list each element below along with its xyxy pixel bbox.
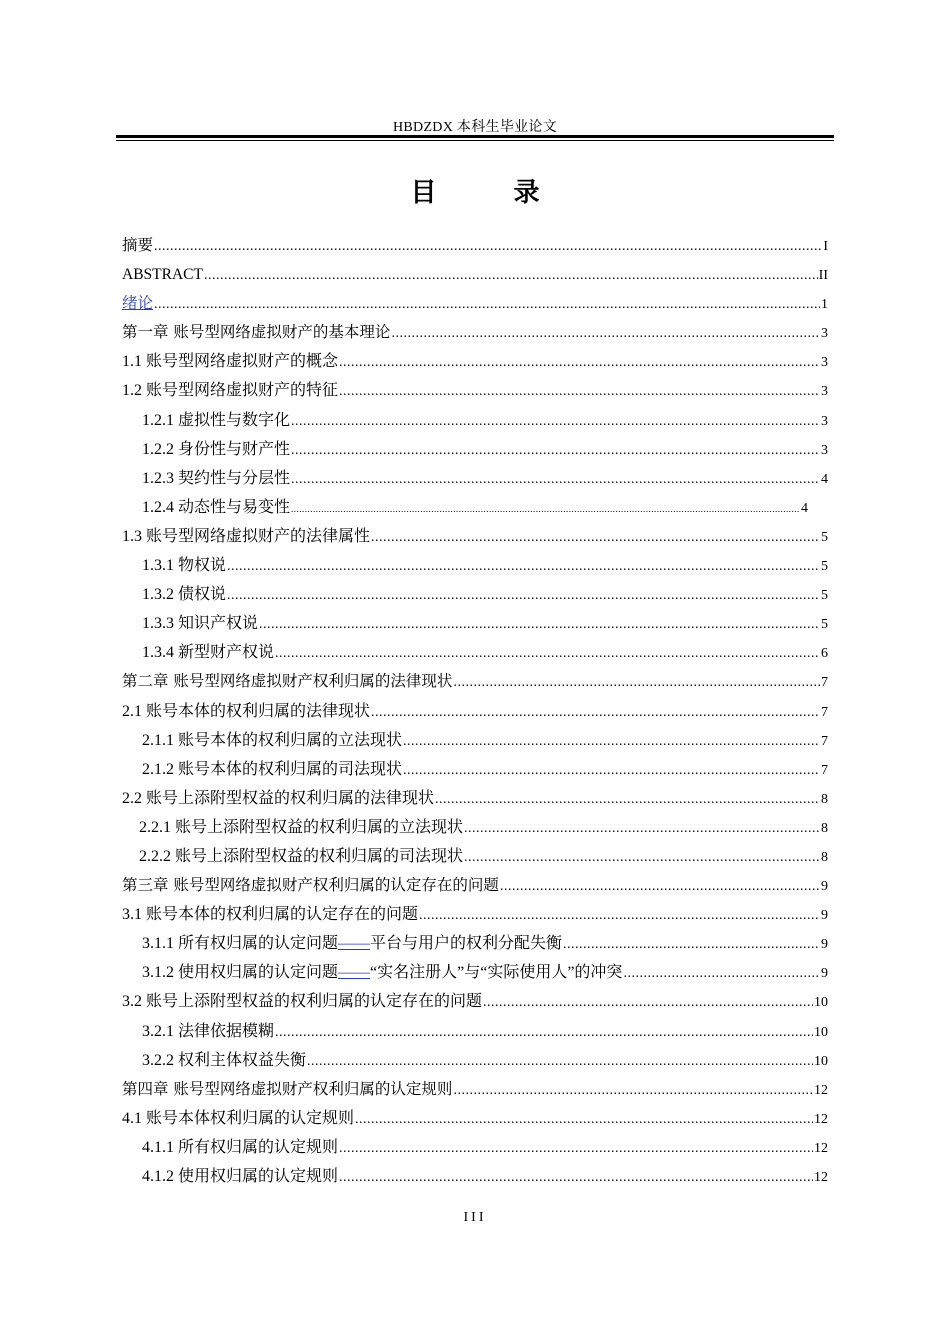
- toc-leader-dots: [453, 668, 820, 696]
- toc-entry-label: 1.2 账号型网络虚拟财产的特征: [122, 382, 339, 400]
- toc-entry-label: 1.3.3 知识产权说: [142, 615, 259, 633]
- toc-leader-dots: [403, 727, 820, 755]
- toc-entry[interactable]: [122, 871, 828, 900]
- toc-entry[interactable]: [122, 260, 828, 289]
- toc-entry-page: 12: [814, 1111, 828, 1127]
- toc-entry-label: 3.1 账号本体的权利归属的认定存在的问题: [122, 906, 419, 924]
- toc-entry-page: I: [823, 239, 828, 254]
- toc-leader-dots: [275, 639, 820, 667]
- toc-entry-label-part: 3.1.1 所有权归属的认定问题: [142, 935, 339, 953]
- toc-entry-label: 第一章 账号型网络虚拟财产的基本理论: [122, 323, 391, 342]
- toc-entry[interactable]: [122, 493, 828, 522]
- toc-leader-dots: [154, 232, 822, 260]
- toc-entry-label: 4.1.1 所有权归属的认定规则: [142, 1138, 339, 1156]
- toc-leader-dots: [227, 552, 820, 580]
- toc-leader-dots: [464, 814, 820, 842]
- toc-entry[interactable]: [122, 580, 828, 609]
- toc-entry-page: 3: [821, 413, 828, 429]
- toc-entry-label: 2.2.1 账号上添附型权益的权利归属的立法现状: [139, 818, 464, 836]
- toc-leader-dots: [291, 465, 820, 493]
- toc-entry-label: [142, 958, 622, 987]
- toc-leader-dots: [435, 785, 820, 813]
- toc-leader-dots: [623, 959, 820, 987]
- toc-entry-page: 4: [801, 500, 808, 516]
- toc-entry-label: 3.2.1 法律依据模糊: [142, 1022, 275, 1040]
- toc-entry-label-part: 平台与用户的权利分配失衡: [370, 935, 563, 953]
- toc-entry[interactable]: [122, 609, 828, 638]
- toc-entry-label: 2.2 账号上添附型权益的权利归属的法律现状: [122, 789, 435, 807]
- toc-entry-page: 9: [821, 879, 828, 895]
- toc-entry[interactable]: [122, 1133, 828, 1162]
- toc-entry-label: 1.2.2 身份性与财产性: [142, 440, 291, 458]
- toc-entry-page: 5: [821, 529, 828, 545]
- running-header: HBDZDX 本科生毕业论文: [392, 120, 558, 135]
- toc-entry[interactable]: [122, 464, 828, 493]
- toc-entry-label: 1.1 账号型网络虚拟财产的概念: [122, 353, 339, 371]
- toc-entry[interactable]: [122, 726, 828, 755]
- toc-entry-page: 9: [821, 966, 828, 982]
- toc-entry[interactable]: [122, 1162, 828, 1191]
- toc-entry[interactable]: [122, 900, 828, 929]
- toc-entry-label: 摘要: [122, 236, 154, 254]
- toc-entry[interactable]: [122, 958, 828, 987]
- toc-leader-dots: [371, 523, 820, 551]
- toc-leader-dots: [291, 407, 820, 435]
- toc-entry[interactable]: [122, 667, 828, 696]
- toc-entry[interactable]: [122, 522, 828, 551]
- toc-entry[interactable]: [122, 347, 828, 376]
- toc-entry-page: 4: [821, 471, 828, 487]
- page-number: III: [463, 1210, 487, 1225]
- toc-leader-dots: [227, 581, 820, 609]
- toc-leader-dots: [371, 698, 820, 726]
- toc-entry-page: 7: [821, 704, 828, 720]
- header-rule-thin: [116, 140, 834, 141]
- toc-entry-dash: ——: [338, 964, 371, 982]
- toc-entry-label: 4.1 账号本体权利归属的认定规则: [122, 1109, 355, 1127]
- toc-entry-page: 6: [821, 646, 828, 662]
- toc-entry-page: 8: [821, 820, 828, 836]
- toc-leader-dots: [464, 843, 820, 871]
- toc-entry-label: 3.2 账号上添附型权益的权利归属的认定存在的问题: [122, 993, 483, 1011]
- toc-entry-page: 7: [821, 762, 828, 778]
- toc-entry-page: 3: [821, 442, 828, 458]
- toc-entry[interactable]: [122, 638, 828, 667]
- toc-entry-label: 2.2.2 账号上添附型权益的权利归属的司法现状: [139, 847, 464, 865]
- toc-entry-page: 3: [821, 326, 828, 342]
- toc-entry-label: 4.1.2 使用权归属的认定规则: [142, 1168, 339, 1185]
- toc-entry-page: 12: [814, 1140, 828, 1156]
- toc-leader-dots: [339, 1163, 813, 1191]
- toc-entry-label: 第二章 账号型网络虚拟财产权利归属的法律现状: [122, 672, 453, 691]
- toc-entry[interactable]: [122, 1104, 828, 1133]
- toc-entry-page: 5: [821, 588, 828, 604]
- toc-leader-dots: [291, 436, 820, 464]
- toc-entry-page: 5: [821, 559, 828, 575]
- toc-leader-dots: [339, 377, 820, 405]
- toc-entry-page: 9: [821, 908, 828, 924]
- toc-entry-page: 8: [821, 791, 828, 807]
- toc-entry-page: 1: [821, 297, 828, 313]
- toc-leader-dots: [403, 756, 820, 784]
- toc-leader-dots: [483, 988, 813, 1016]
- toc-entry[interactable]: [122, 1017, 828, 1046]
- toc-leader-dots: [355, 1105, 813, 1133]
- toc-leader-dots: [453, 1076, 813, 1104]
- toc-entry-page: 3: [821, 355, 828, 371]
- toc-entry-dash: ——: [338, 935, 371, 953]
- toc-entry[interactable]: [122, 406, 828, 435]
- toc-entry-label: 1.3.1 物权说: [142, 557, 227, 575]
- toc-entry[interactable]: [122, 435, 828, 464]
- toc-entry-label-part: “实名注册人”与“实际使用人”的冲突: [370, 964, 623, 982]
- toc-entry[interactable]: [122, 231, 828, 260]
- toc-entry-label: 1.3.4 新型财产权说: [142, 644, 275, 662]
- toc-entry-label: [142, 929, 562, 958]
- toc-entry[interactable]: [122, 929, 828, 958]
- toc-entry-label: 1.2.4 动态性与易变性: [142, 498, 291, 516]
- toc-entry-label: 1.2.1 虚拟性与数字化: [142, 411, 291, 429]
- toc-entry[interactable]: [122, 318, 828, 347]
- header-rule-thick: [116, 135, 834, 138]
- toc-leader-dots: [339, 1134, 813, 1162]
- toc-entry[interactable]: [122, 697, 828, 726]
- toc-leader-dots: [307, 1047, 813, 1075]
- toc-entry[interactable]: [122, 551, 828, 580]
- toc-leader-dots: [204, 261, 818, 289]
- toc-entry-label: 1.2.3 契约性与分层性: [142, 469, 291, 487]
- toc-entry[interactable]: [122, 289, 828, 318]
- toc-leader-dots: [500, 872, 820, 900]
- toc-entry-label: ABSTRACT: [122, 266, 203, 284]
- toc-entry-label: 2.1 账号本体的权利归属的法律现状: [122, 702, 371, 720]
- toc-entry-page: II: [818, 268, 828, 284]
- toc-leader-dots: [259, 610, 820, 638]
- toc-entry[interactable]: [122, 784, 828, 813]
- toc-entry-label: 2.1.1 账号本体的权利归属的立法现状: [142, 731, 403, 749]
- toc-entry-label: 3.2.2 权利主体权益失衡: [142, 1051, 307, 1069]
- toc-entry[interactable]: [122, 755, 828, 784]
- toc-entry-page: 12: [814, 1170, 828, 1185]
- toc-entry-label: 1.3 账号型网络虚拟财产的法律属性: [122, 527, 371, 545]
- toc-entry[interactable]: [122, 987, 828, 1016]
- toc-leader-dots: [391, 319, 820, 347]
- toc-leader-dots: [339, 348, 820, 376]
- toc-entry-page: 7: [821, 733, 828, 749]
- toc-leader-dots: [154, 290, 820, 318]
- toc-entry-label: 1.3.2 债权说: [142, 586, 227, 604]
- toc-leader-dots: [563, 930, 820, 958]
- toc-entry[interactable]: [122, 842, 828, 871]
- toc-entry-page: 10: [814, 1053, 828, 1069]
- toc-entry-label: 第三章 账号型网络虚拟财产权利归属的认定存在的问题: [122, 876, 499, 895]
- toc-leader-dots: [291, 495, 800, 522]
- toc-entry-page: 5: [821, 617, 828, 633]
- toc-entry[interactable]: [122, 813, 828, 842]
- toc-entry-page: 10: [814, 1024, 828, 1040]
- toc-leader-dots: [275, 1018, 813, 1046]
- toc-entry-page: 7: [821, 675, 828, 691]
- toc-entry-label: 2.1.2 账号本体的权利归属的司法现状: [142, 760, 403, 778]
- toc-entry-page: 9: [821, 937, 828, 953]
- toc-entry-page: 10: [814, 995, 828, 1011]
- toc-leader-dots: [419, 901, 820, 929]
- page-title: 目 录: [410, 178, 574, 208]
- table-of-contents: [122, 231, 828, 1191]
- toc-entry[interactable]: [122, 1075, 828, 1104]
- toc-entry-page: 12: [814, 1082, 828, 1098]
- toc-entry-label: 绪论: [122, 294, 154, 313]
- toc-entry-page: 3: [821, 384, 828, 400]
- toc-entry-page: 8: [821, 849, 828, 865]
- toc-entry[interactable]: [122, 1046, 828, 1075]
- toc-entry[interactable]: [122, 376, 828, 405]
- toc-entry-label-part: 3.1.2 使用权归属的认定问题: [142, 964, 339, 982]
- toc-entry-label: 第四章 账号型网络虚拟财产权利归属的认定规则: [122, 1079, 453, 1098]
